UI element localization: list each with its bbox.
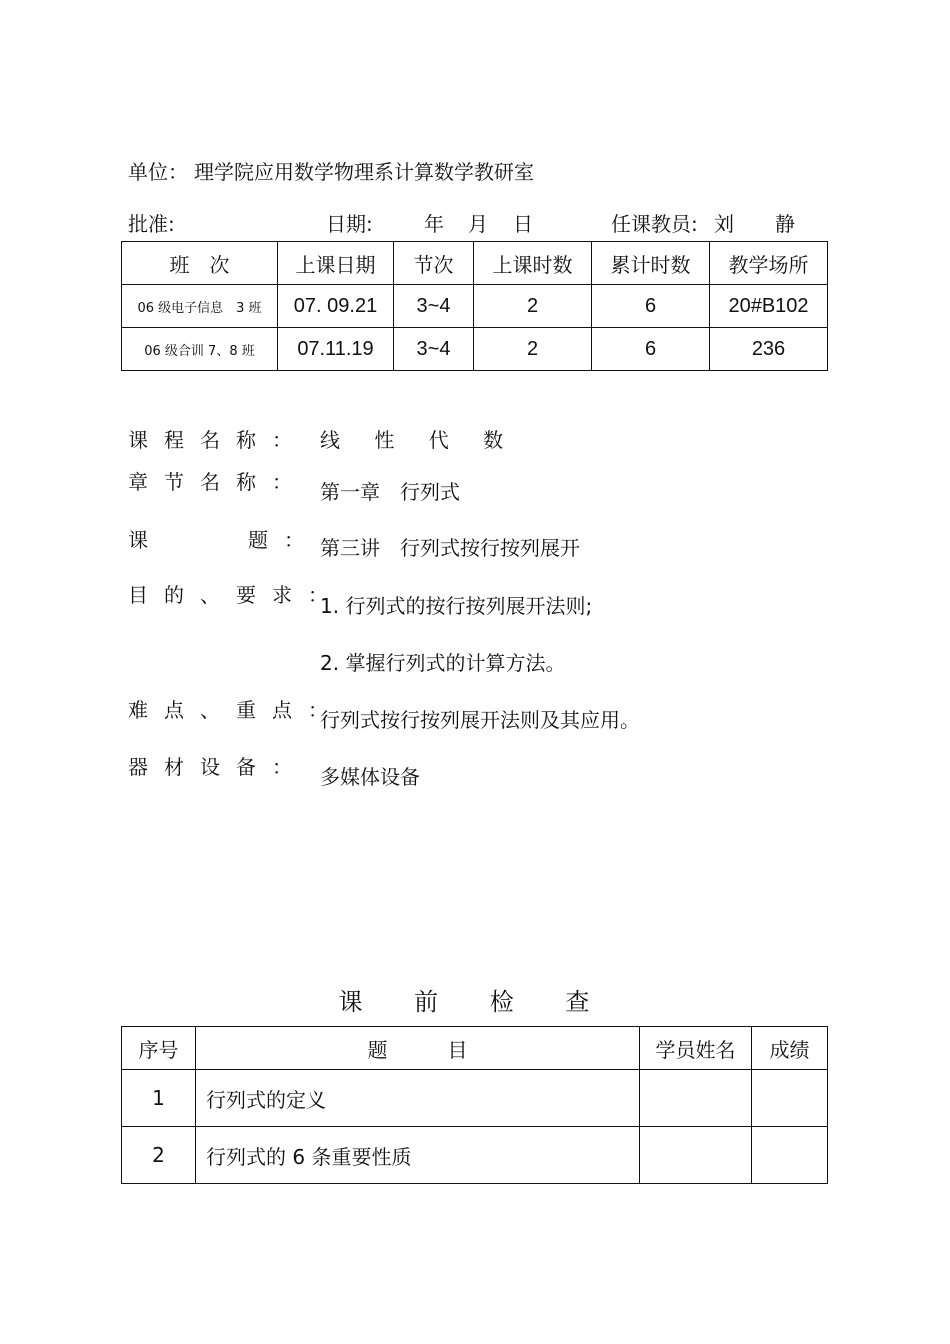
cell-index: 2	[122, 1127, 196, 1184]
unit-value: 理学院应用数学物理系计算数学教研室	[194, 160, 534, 184]
cell-class: 06 级电子信息 3 班	[122, 285, 278, 328]
precheck-table	[121, 1026, 828, 1184]
cell-hours: 2	[474, 285, 592, 328]
col-header-index: 序号	[122, 1027, 196, 1070]
cell-student[interactable]	[640, 1127, 752, 1184]
col-header-score: 成绩	[752, 1027, 828, 1070]
date-month: 月	[468, 212, 488, 236]
col-header-total-hours: 累计时数	[592, 242, 710, 285]
goal-item-2: 2. 掌握行列式的计算方法。	[320, 651, 566, 675]
cell-total-hours: 6	[592, 285, 710, 328]
cell-date: 07. 09.21	[278, 285, 394, 328]
cell-period: 3~4	[394, 285, 474, 328]
table-row	[122, 1127, 828, 1184]
precheck-title: 课 前 检 查	[338, 988, 612, 1016]
col-header-hours: 上课时数	[474, 242, 592, 285]
precheck-header-row	[122, 1027, 828, 1070]
col-header-student: 学员姓名	[640, 1027, 752, 1070]
date-label: 日期:	[326, 212, 373, 236]
unit-label: 单位：	[128, 160, 188, 184]
schedule-header-row	[122, 242, 828, 285]
teacher-label: 任课教员:	[611, 212, 698, 236]
table-row	[122, 1070, 828, 1127]
cell-score[interactable]	[752, 1070, 828, 1127]
schedule-table	[121, 241, 828, 371]
cell-location: 236	[710, 328, 828, 371]
course-name-label: 课程名称：	[128, 428, 308, 452]
cell-score[interactable]	[752, 1127, 828, 1184]
topic-label-first: 课	[128, 528, 148, 552]
topic-label-second: 题：	[248, 528, 320, 552]
cell-index: 1	[122, 1070, 196, 1127]
approve-label: 批准:	[128, 212, 175, 236]
cell-location: 20#B102	[710, 285, 828, 328]
col-header-class: 班 次	[122, 242, 278, 285]
col-header-question: 题 目	[196, 1027, 640, 1070]
teacher-name-1: 刘	[714, 212, 734, 236]
cell-hours: 2	[474, 328, 592, 371]
course-name-value: 线 性 代 数	[320, 428, 518, 452]
cell-question: 行列式的定义	[196, 1070, 640, 1127]
cell-class: 06 级合训 7、8 班	[122, 328, 278, 371]
key-points-label: 难点、重点：	[128, 698, 344, 722]
equipment-value: 多媒体设备	[320, 765, 420, 789]
topic-value: 第三讲 行列式按行按列展开	[320, 536, 580, 560]
cell-student[interactable]	[640, 1070, 752, 1127]
key-points-value: 行列式按行按列展开法则及其应用。	[320, 708, 640, 732]
date-year: 年	[424, 212, 444, 236]
cell-date: 07.11.19	[278, 328, 394, 371]
col-header-period: 节次	[394, 242, 474, 285]
goal-label: 目的、要求：	[128, 583, 344, 607]
date-day: 日	[513, 212, 533, 236]
chapter-value: 第一章 行列式	[320, 480, 460, 504]
table-row	[122, 285, 828, 328]
equipment-label: 器材设备：	[128, 755, 308, 779]
table-row	[122, 328, 828, 371]
cell-question: 行列式的 6 条重要性质	[196, 1127, 640, 1184]
col-header-date: 上课日期	[278, 242, 394, 285]
teacher-name-2: 静	[775, 212, 795, 236]
cell-period: 3~4	[394, 328, 474, 371]
cell-total-hours: 6	[592, 328, 710, 371]
col-header-location: 教学场所	[710, 242, 828, 285]
goal-item-1: 1. 行列式的按行按列展开法则;	[320, 594, 593, 618]
chapter-label: 章节名称：	[128, 470, 308, 494]
